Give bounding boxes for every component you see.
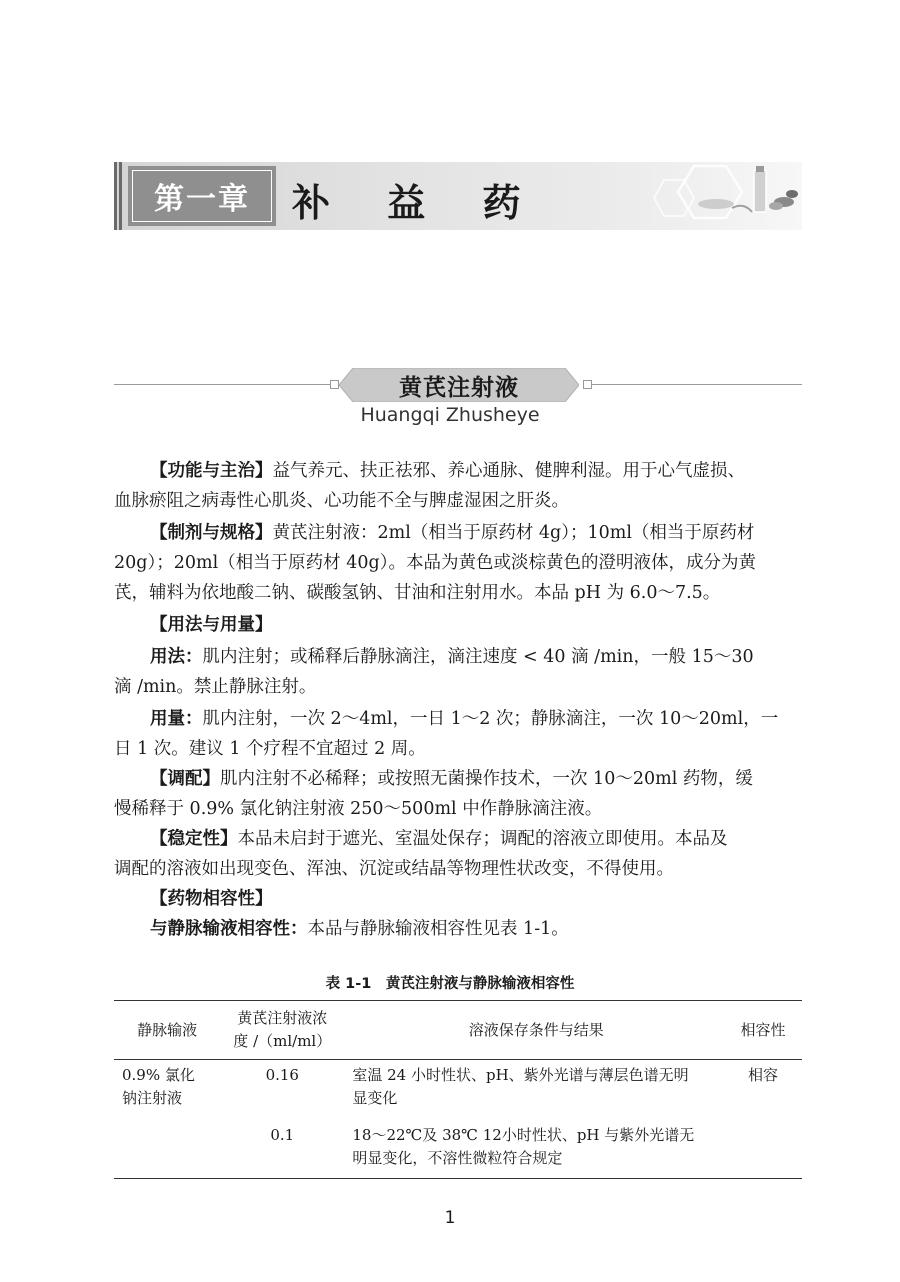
section-title: 黄芪注射液 [399, 374, 519, 401]
paragraph-iv-compatibility [114, 914, 802, 944]
text-line: 本品与静脉输液相容性见表 1-1。 [307, 919, 569, 939]
header-square-right [583, 380, 592, 389]
text-line: 20g）；20ml（相当于原药材 40g）。本品为黄色或淡棕黄色的澄明液体，成分为黄 [114, 553, 756, 573]
cell-text: 钠注射液 [122, 1089, 183, 1107]
table-header-row [114, 1001, 802, 1060]
heading-function: 【功能与主治】 [150, 461, 273, 481]
heading-preparation: 【调配】 [150, 769, 220, 789]
text-line: 调配的溶液如出现变色、浑浊、沉淀或结晶等物理性状改变，不得使用。 [114, 859, 674, 879]
cell-text: 明显变化，不溶性微粒符合规定 [352, 1149, 563, 1167]
heading-usage-dosage: 【用法与用量】 [150, 615, 273, 635]
cell-compatibility: 相容 [748, 1066, 779, 1084]
section-title-pill [339, 368, 579, 402]
text-line: 滴 /min。禁止静脉注射。 [114, 677, 317, 697]
header-concentration-line1: 黄芪注射液浓 [237, 1009, 328, 1027]
chapter-number-box [128, 166, 276, 226]
header-square-left [330, 380, 339, 389]
paragraph-stability [114, 824, 802, 884]
compatibility-table [114, 1000, 802, 1179]
cell-conditions [348, 1060, 724, 1115]
paragraph-compatibility-heading [114, 884, 802, 914]
text-line: 肌内注射，一次 2～4ml，一日 1～2 次；静脉滴注，一次 10～20ml，一 [202, 709, 779, 729]
header-iv-fluid: 静脉输液 [114, 1001, 216, 1060]
text-line: 慢稀释于 0.9% 氯化钠注射液 250～500ml 中作静脉滴注液。 [114, 799, 603, 819]
heading-compatibility: 【药物相容性】 [150, 889, 273, 909]
heading-dosage: 用量： [150, 709, 203, 729]
paragraph-usage-heading [114, 610, 802, 640]
paragraph-dosage [114, 704, 802, 764]
paragraph-function [114, 456, 802, 516]
text-line: 黄芪注射液：2ml（相当于原药材 4g）；10ml（相当于原药材 [272, 523, 755, 543]
paragraph-formulation [114, 518, 802, 608]
herbal-decoration-icon [634, 162, 802, 230]
cell-text: 室温 24 小时性状、pH、紫外光谱与薄层色谱无明 [352, 1066, 689, 1084]
text-line: 芪，辅料为依地酸二钠、碳酸氢钠、甘油和注射用水。本品 pH 为 6.0～7.5。 [114, 583, 721, 603]
table-row [114, 1060, 802, 1115]
paragraph-preparation [114, 764, 802, 824]
text-line: 血脉瘀阻之病毒性心肌炎、心功能不全与脾虚湿困之肝炎。 [114, 491, 569, 511]
header-concentration [216, 1001, 348, 1060]
paragraph-usage [114, 642, 802, 702]
header-concentration-line2: 度 /（ml/ml） [233, 1032, 332, 1050]
header-conditions: 溶液保存条件与结果 [348, 1001, 724, 1060]
chapter-banner [114, 162, 802, 230]
chapter-number: 第一章 [154, 182, 250, 217]
text-line: 肌内注射；或稀释后静脉滴注，滴注速度 < 40 滴 /min，一般 15～30 [202, 647, 754, 667]
page-number: 1 [444, 1208, 456, 1228]
heading-usage: 用法： [150, 647, 203, 667]
chapter-title: 补 益 药 [292, 180, 543, 225]
table-caption: 表 1-1 黄芪注射液与静脉输液相容性 [325, 976, 575, 992]
cell-concentration: 0.1 [216, 1114, 348, 1179]
cell-iv-fluid [114, 1114, 216, 1179]
text-line: 肌内注射不必稀释；或按照无菌操作技术，一次 10～20ml 药物，缓 [220, 769, 753, 789]
header-rule-left [114, 384, 332, 385]
header-rule-right [592, 384, 802, 385]
cell-compatibility [724, 1114, 802, 1179]
text-line: 日 1 次。建议 1 个疗程不宜超过 2 周。 [114, 739, 426, 759]
section-header [114, 368, 802, 402]
cell-iv-fluid [114, 1060, 216, 1115]
cell-text: 显变化 [352, 1089, 398, 1107]
table-row [114, 1114, 802, 1179]
heading-formulation: 【制剂与规格】 [150, 523, 273, 543]
cell-conditions [348, 1114, 724, 1179]
banner-stripe-decoration [114, 162, 124, 230]
heading-stability: 【稳定性】 [150, 829, 238, 849]
text-line: 本品未启封于遮光、室温处保存；调配的溶液立即使用。本品及 [237, 829, 728, 849]
text-line: 益气养元、扶正祛邪、养心通脉、健脾利湿。用于心气虚损、 [272, 461, 745, 481]
heading-iv-compatibility: 与静脉输液相容性： [150, 919, 308, 939]
section-pinyin: Huangqi Zhusheye [360, 404, 540, 426]
cell-text: 18～22℃及 38℃ 12小时性状、pH 与紫外光谱无 [352, 1126, 695, 1144]
header-compatibility: 相容性 [724, 1001, 802, 1060]
cell-text: 0.9% 氯化 [122, 1066, 195, 1084]
cell-concentration: 0.16 [265, 1066, 299, 1084]
